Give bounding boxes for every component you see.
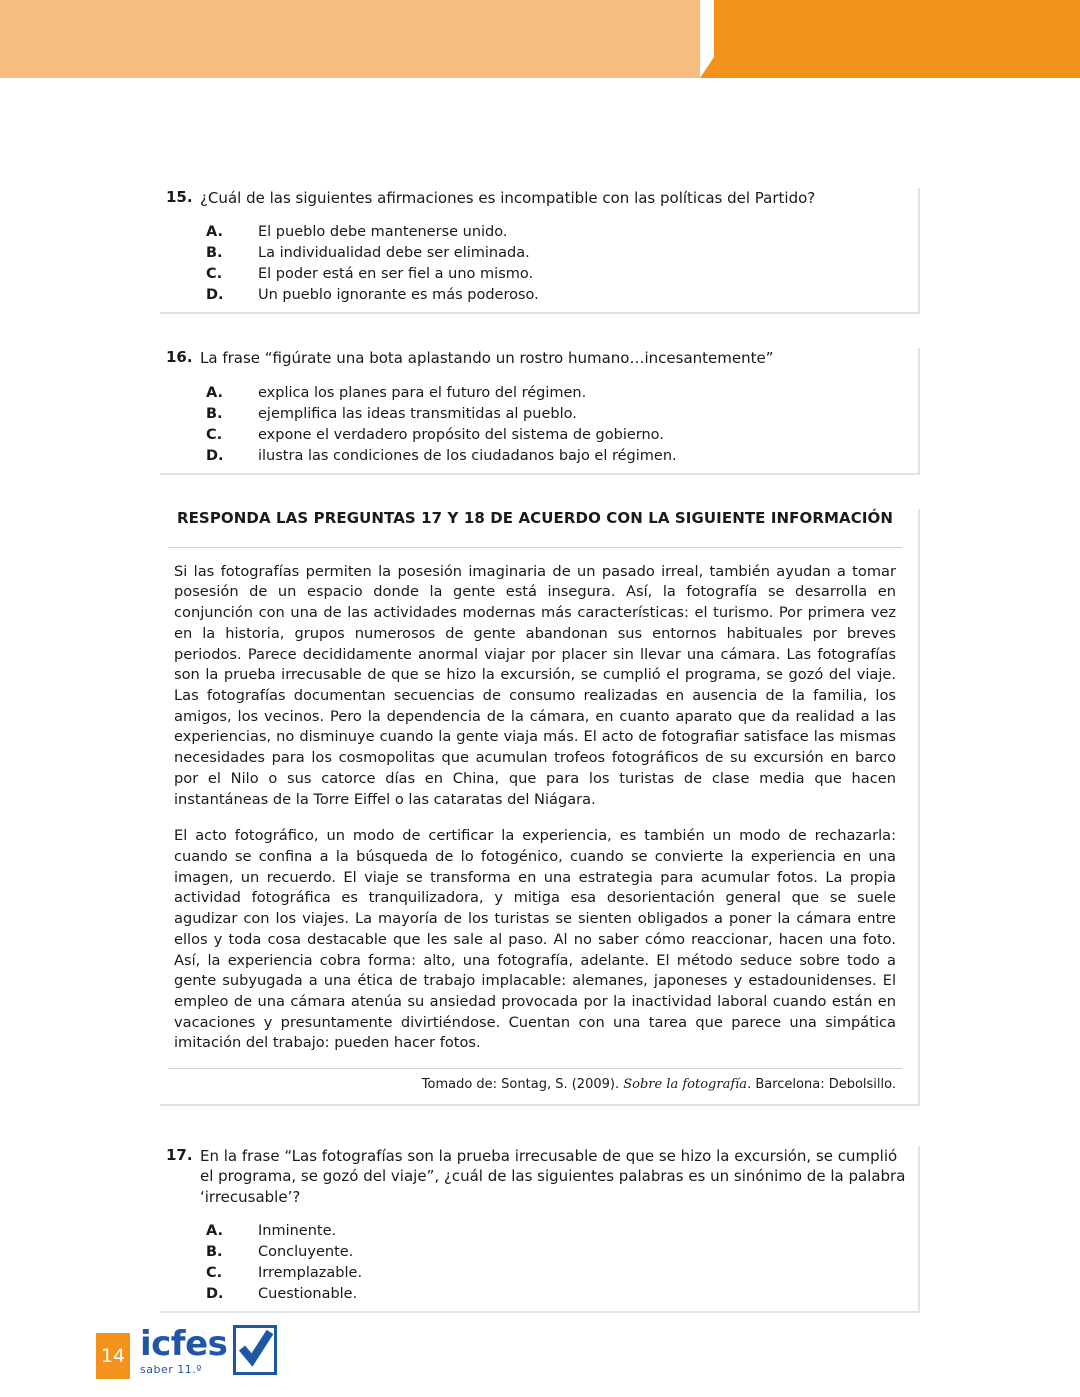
option-row[interactable] <box>206 264 912 285</box>
logo-subtitle: saber 11.º <box>140 1363 202 1376</box>
option-text: El pueblo debe mantenerse unido. <box>258 224 508 241</box>
question-16-number: 16. <box>166 348 193 367</box>
question-17-head <box>160 1146 912 1207</box>
option-text: La individualidad debe ser eliminada. <box>258 245 530 262</box>
icfes-logo <box>140 1325 277 1375</box>
option-row[interactable] <box>206 222 912 243</box>
page-footer <box>0 1277 1080 1397</box>
logo-text <box>140 1324 228 1376</box>
option-row[interactable] <box>206 383 912 404</box>
passage-body <box>160 562 910 1055</box>
option-row[interactable] <box>206 243 912 264</box>
question-17-number: 17. <box>166 1146 193 1165</box>
option-letter: C. <box>206 1264 223 1281</box>
banner-diagonal-orange <box>714 0 766 78</box>
option-text: Cuestionable. <box>258 1285 358 1302</box>
option-text: Inminente. <box>258 1222 337 1239</box>
option-row[interactable] <box>206 285 912 306</box>
question-17-text: En la frase “Las fotografías son la prueba irrecusable de que se hizo la excursión, se cumplió el programa, se gozó del viaje”, ¿cuál de las siguientes palabras es un sinónimo de la palabra ‘irrecusable’? <box>200 1147 906 1206</box>
page-body <box>0 78 1080 1347</box>
option-text: Concluyente. <box>258 1243 354 1260</box>
option-letter: D. <box>206 447 224 464</box>
source-suffix: . Barcelona: Debolsillo. <box>747 1077 896 1093</box>
passage-paragraph: El acto fotográfico, un modo de certificar la experiencia, es también un modo de rechazarla: cuando se confina a la búsqueda de lo fotogénico, cuando se convierte la experiencia en una imagen, un recuerdo. El viaje se transforma en una estrategia para acumular fotos. La propia actividad fotográfica es tranquilizadora, y mitiga esa desorientación general que se suele agudizar con los viajes. La mayoría de los turistas se sienten obligados a poner la cámara entre ellos y toda cosa destacable que les sale al paso. Al no saber cómo reaccionar, hacen una foto. Así, la experiencia cobra forma: alto, una fotografía, adelante. El método seduce sobre todo a gente subyugada a una ética de trabajo implacable: alemanes, japoneses y estadounidenses. El empleo de una cámara atenúa su ansiedad provocada por la inactividad laboral cuando están en vacaciones y presuntamente divirtiéndose. Cuentan con una tarea que parece una simpática imitación del trabajo: pueden hacer fotos. <box>174 827 896 1052</box>
question-15-number: 15. <box>166 188 193 206</box>
passage-bottom-divider <box>168 1068 902 1069</box>
option-row[interactable] <box>206 404 912 425</box>
option-text: Irremplazable. <box>258 1264 363 1281</box>
option-letter: A. <box>206 224 223 241</box>
option-row[interactable] <box>206 1242 912 1263</box>
question-15-head <box>160 188 912 208</box>
question-16-head <box>160 348 912 368</box>
page-number: 14 <box>96 1333 130 1379</box>
option-text: El poder está en ser fiel a uno mismo. <box>258 266 534 283</box>
option-letter: B. <box>206 245 223 262</box>
option-letter: B. <box>206 405 223 422</box>
question-15-options <box>160 222 912 306</box>
question-16-text: La frase “figúrate una bota aplastando un rostro humano…incesantemente” <box>200 349 774 368</box>
passage-paragraph: Si las fotografías permiten la posesión imaginaria de un pasado irreal, también ayudan a tomar posesión de un espacio donde la gente está insegura. Así, la fotografía se desarrolla en conjunción con una de las actividades modernas más características: el turismo. Por primera vez en la historia, grupos numerosos de gente abandonan sus entornos habituales por breves periodos. Parece decididamente anormal viajar por placer sin llevar una cámara. Las fotografías son la prueba irrecusable de que se hizo la excursión, se cumplió el programa, se gozó del viaje. Las fotografías documentan secuencias de consumo realizadas en ausencia de la familia, los amigos, los vecinos. Pero la dependencia de la cámara, en cuanto aparato que da realidad a las experiencias, no disminuye cuando la gente viaja más. El acto de fotografiar satisface las mismas necesidades para los cosmopolitas que acumulan trofeos fotográficos de su excursión en barco por el Nilo o sus catorce días en China, que para los turistas de clase media que hacen instantáneas de la Torre Eiffel o las cataratas del Niágara. <box>174 562 896 808</box>
option-text: expone el verdadero propósito del sistema de gobierno. <box>258 426 664 443</box>
check-icon <box>233 1325 277 1375</box>
option-text: ilustra las condiciones de los ciudadanos bajo el régimen. <box>258 447 677 464</box>
option-row[interactable] <box>206 446 912 467</box>
option-row[interactable] <box>206 1221 912 1242</box>
option-text: Un pueblo ignorante es más poderoso. <box>258 287 539 304</box>
check-icon-svg <box>238 1330 274 1372</box>
option-text: ejemplifica las ideas transmitidas al pueblo. <box>258 405 577 422</box>
question-15-text: ¿Cuál de las siguientes afirmaciones es incompatible con las políticas del Partido? <box>200 189 816 207</box>
option-letter: C. <box>206 266 223 283</box>
option-letter: A. <box>206 384 223 401</box>
source-title: Sobre la fotografía <box>623 1077 748 1093</box>
passage-instruction-title: RESPONDA LAS PREGUNTAS 17 Y 18 DE ACUERDO CON LA SIGUIENTE INFORMACIÓN <box>176 508 894 527</box>
option-letter: D. <box>206 287 224 304</box>
content-column <box>160 78 920 1313</box>
decorative-top-banner <box>0 0 1080 78</box>
passage-top-divider <box>168 547 902 548</box>
logo-brand: icfes <box>140 1324 228 1364</box>
question-15 <box>160 188 920 314</box>
question-16 <box>160 348 920 474</box>
reading-passage <box>160 509 920 1107</box>
option-letter: C. <box>206 426 223 443</box>
passage-source <box>160 1077 910 1092</box>
option-letter: A. <box>206 1222 223 1239</box>
source-prefix: Tomado de: Sontag, S. (2009). <box>421 1077 624 1093</box>
option-letter: D. <box>206 1285 224 1302</box>
option-row[interactable] <box>206 425 912 446</box>
question-16-options <box>160 383 912 467</box>
option-letter: B. <box>206 1243 223 1260</box>
option-text: explica los planes para el futuro del régimen. <box>258 384 587 401</box>
